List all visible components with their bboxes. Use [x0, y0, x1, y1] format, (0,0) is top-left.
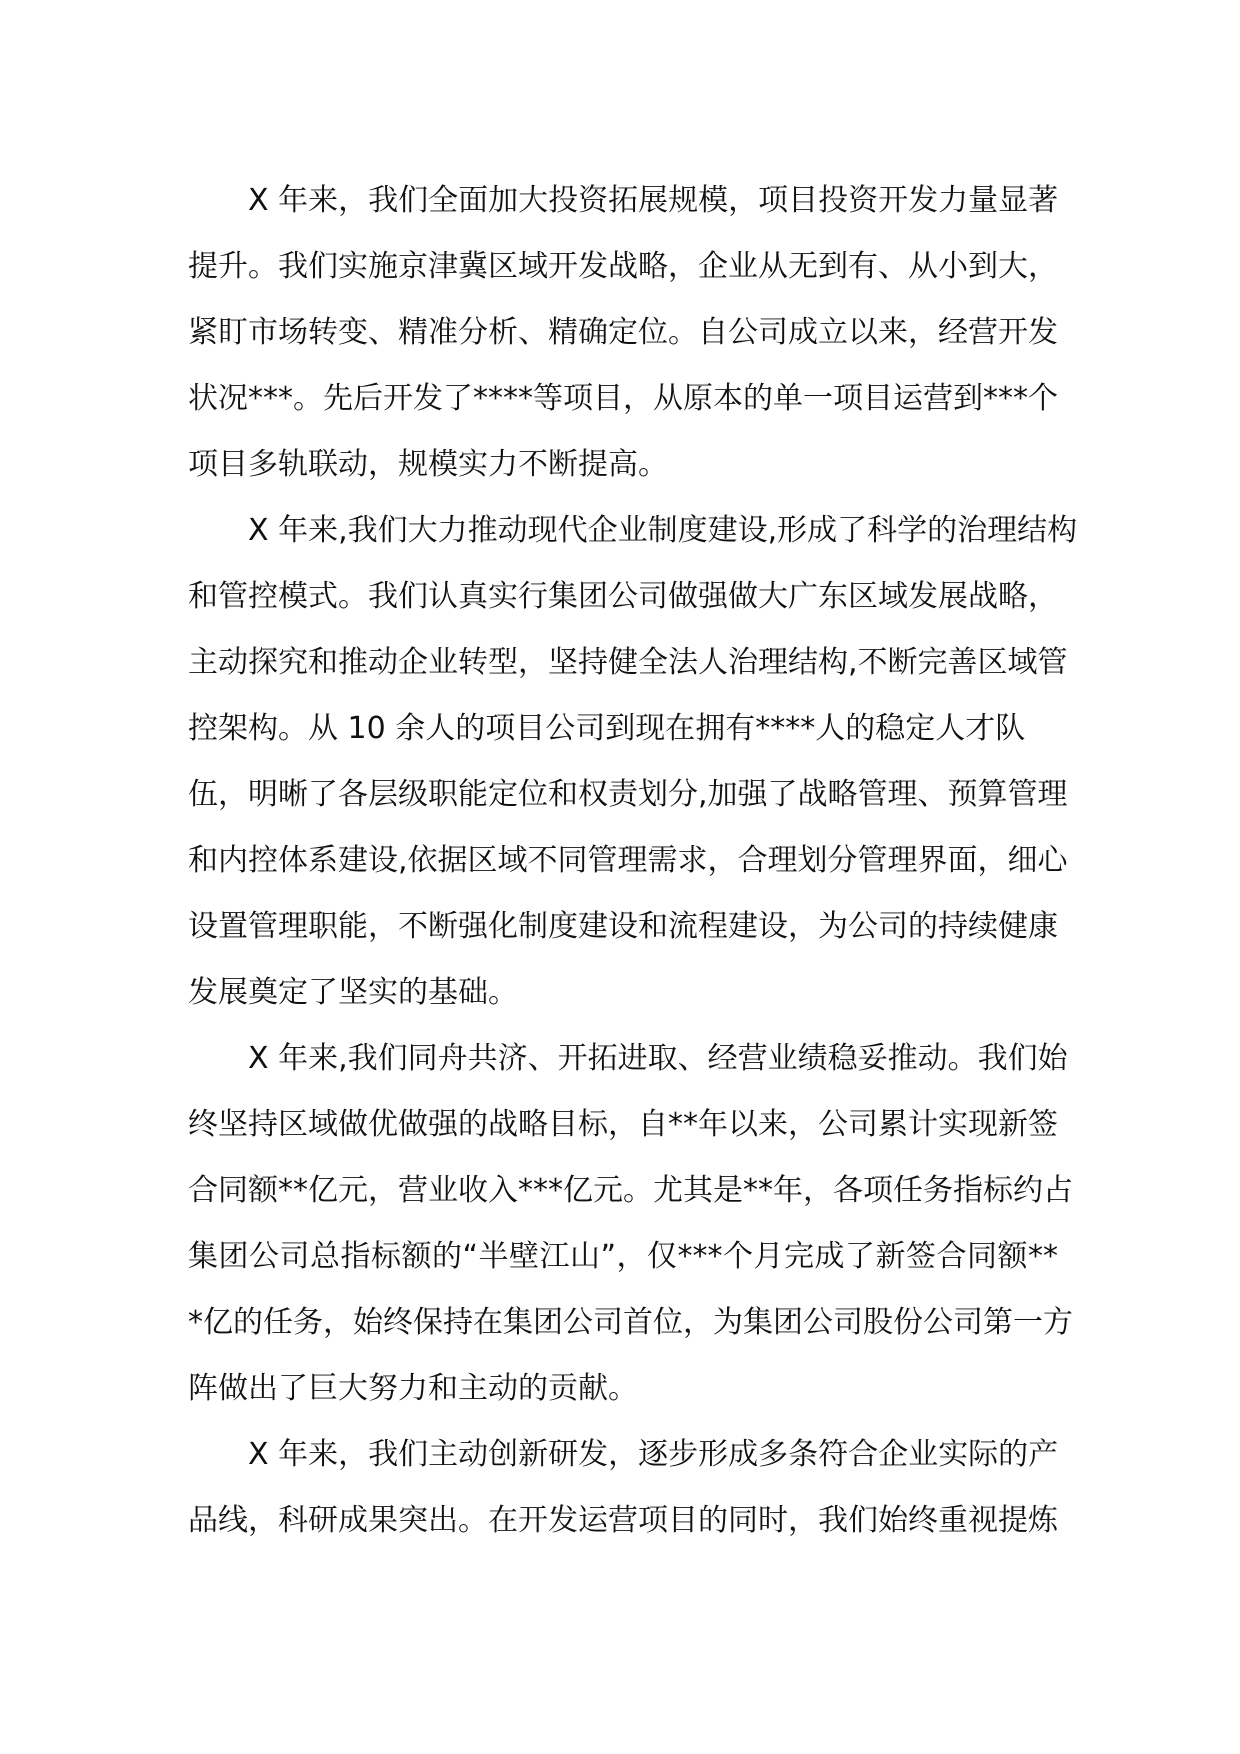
text-line: 项目多轨联动，规模实力不断提高。 — [188, 447, 668, 482]
text-line: 终坚持区域做优做强的战略目标，自**年以来，公司累计实现新签 — [188, 1107, 1058, 1142]
text-line: 集团公司总指标额的“半壁江山”，仅***个月完成了新签合同额** — [188, 1239, 1058, 1274]
text-line: 伍，明晰了各层级职能定位和权责划分,加强了战略管理、预算管理 — [188, 777, 1068, 812]
text-line: X 年来，我们主动创新研发，逐步形成多条符合企业实际的产 — [248, 1437, 1059, 1472]
paragraph — [188, 1026, 1073, 1422]
text-line: 主动探究和推动企业转型，坚持健全法人治理结构,不断完善区域管 — [188, 645, 1068, 680]
text-line: 状况***。先后开发了****等项目，从原本的单一项目运营到***个 — [188, 381, 1058, 416]
text-line: 和管控模式。我们认真实行集团公司做强做大广东区域发展战略， — [188, 579, 1058, 614]
text-line: X 年来,我们大力推动现代企业制度建设,形成了科学的治理结构 — [248, 513, 1078, 548]
text-line: 提升。我们实施京津冀区域开发战略，企业从无到有、从小到大， — [188, 249, 1058, 284]
text-line: 控架构。从 10 余人的项目公司到现在拥有****人的稳定人才队 — [188, 711, 1026, 746]
text-line: *亿的任务，始终保持在集团公司首位，为集团公司股份公司第一方 — [188, 1305, 1073, 1340]
paragraph — [188, 498, 1078, 1026]
text-line: X 年来,我们同舟共济、开拓进取、经营业绩稳妥推动。我们始 — [248, 1041, 1068, 1076]
text-line: 设置管理职能，不断强化制度建设和流程建设，为公司的持续健康 — [188, 909, 1058, 944]
text-line: 紧盯市场转变、精准分析、精确定位。自公司成立以来，经营开发 — [188, 315, 1058, 350]
text-line: 阵做出了巨大努力和主动的贡献。 — [188, 1371, 638, 1406]
text-line: 发展奠定了坚实的基础。 — [188, 975, 518, 1010]
text-line: 品线，科研成果突出。在开发运营项目的同时，我们始终重视提炼 — [188, 1503, 1058, 1538]
text-line: 合同额**亿元，营业收入***亿元。尤其是**年，各项任务指标约占 — [188, 1173, 1073, 1208]
paragraph — [188, 168, 1058, 498]
text-line: X 年来，我们全面加大投资拓展规模，项目投资开发力量显著 — [248, 183, 1059, 218]
text-line: 和内控体系建设,依据区域不同管理需求，合理划分管理界面，细心 — [188, 843, 1068, 878]
document-body — [188, 168, 1078, 1554]
paragraph — [188, 1422, 1058, 1554]
